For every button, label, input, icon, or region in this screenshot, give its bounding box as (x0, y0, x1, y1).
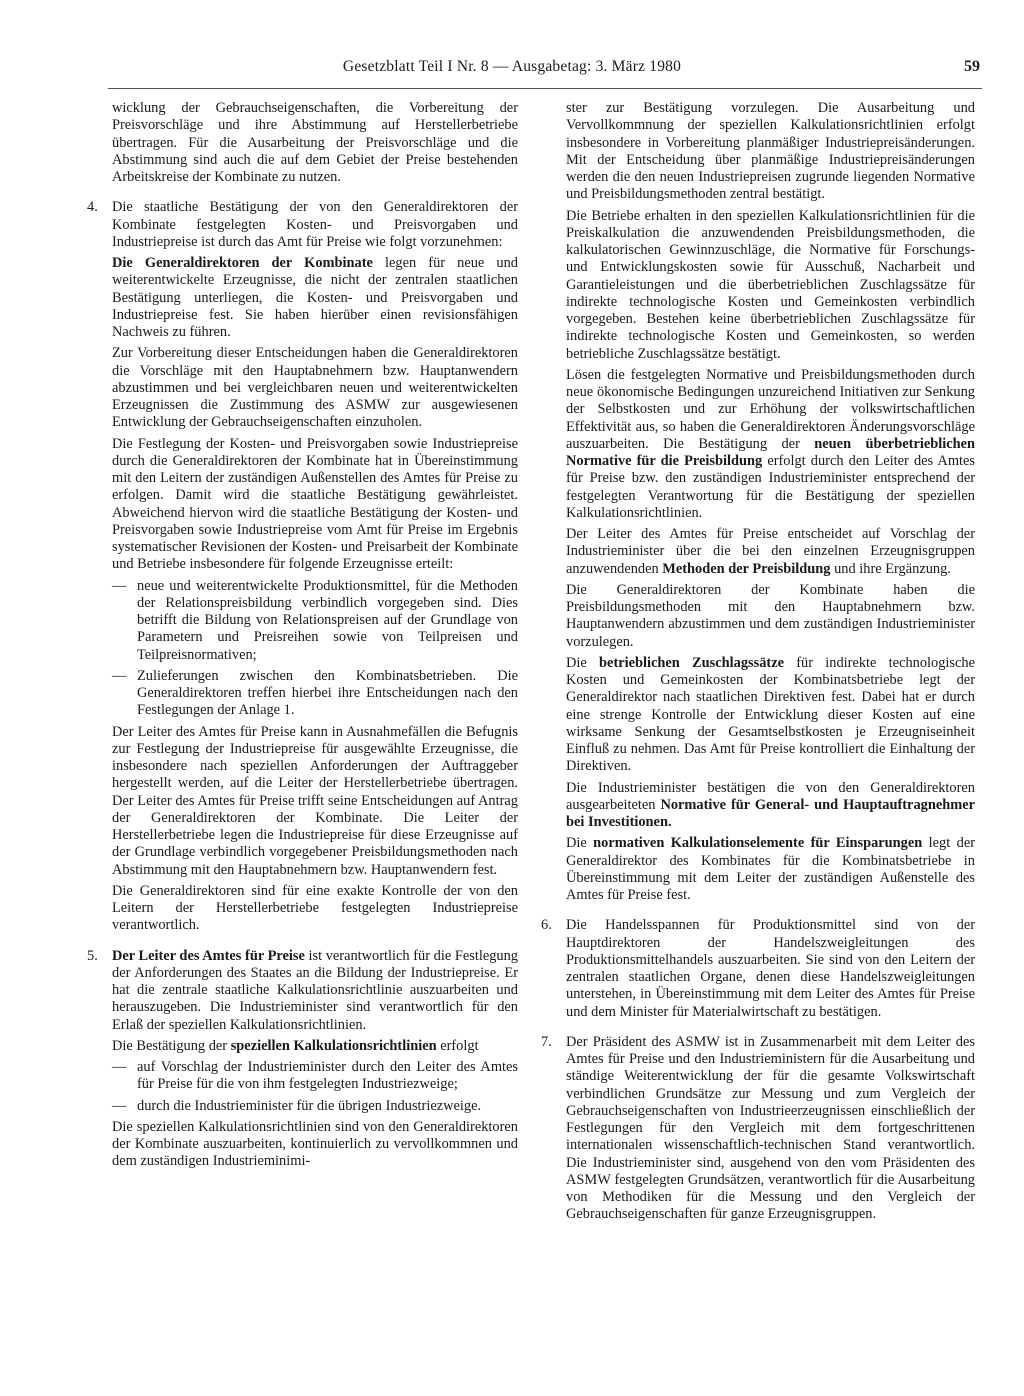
header-rule (108, 88, 982, 89)
paragraph: Lösen die festgelegten Normative und Preisbildungsmethoden durch neue ökonomische Bedingungen unzureichend Initiativen zur Senkung der Selbstkosten und zur Erhöhung der volkswirtschaftlichen Effektivität aus, so haben die Generaldirektoren Änderungsvorschläge auszuarbeiten. Die Bestätigung der neuen überbetrieblichen Normative für die Preisbildung erfolgt durch den Leiter des Amtes für Preise bzw. den zuständigen Industrieminister entsprechend der festgelegten Verantwortung für die Bestätigung der speziellen Kalkulationsrichtlinien. (566, 366, 976, 521)
bold-term: Methoden der Preisbildung (662, 560, 831, 577)
list-item: — neue und weiterentwickelte Produktionsmittel, für die Methoden der Relationspreisbildung verbindlich vorgegeben sind. Dies betrifft die Bildung von Relationspreisen auf der Grundlage von Parametern und Preisreihen sowie von Teilpreisen und Teilpreisnormativen; (112, 577, 518, 663)
bold-term: speziellen Kalkulationsrichtlinien (230, 1037, 437, 1054)
paragraph: Die Handelsspannen für Produktionsmittel sind von der Hauptdirektoren der Handelszweigleitungen des Produktionsmittelhandels auszuarbeiten. Sie sind von den Leitern der zentralen staatlichen Organe, denen diese Handelszweigleitungen unterstehen, in Übereinstimmung mit dem Leiter des Amtes für Preise und dem Minister für Materialwirtschaft zu bestätigen. (566, 917, 975, 1020)
paragraph-continued: ster zur Bestätigung vorzulegen. Die Ausarbeitung und Vervollkommnung der speziellen Kalkulationsrichtlinien erfolgt insbesondere in Vorbereitung planmäßiger Industriepreisänderungen. Mit der Entscheidung über planmäßige Industriepreisänderungen werden die den neuen Industriepreisen zugrunde liegenden Normative und Preisbildungsmethoden zentral bestätigt. (566, 100, 975, 203)
section-4 (87, 199, 518, 934)
bold-term: neuen überbetrieblichen Normative für die Preisbildung (566, 435, 976, 469)
paragraph: Die speziellen Kalkulationsrichtlinien sind von den Generaldirektoren der Kombinate auszuarbeiten, kontinuierlich zu vervollkommnen und dem zuständigen Industrieminimi- (112, 1118, 518, 1170)
paragraph: Die Festlegung der Kosten- und Preisvorgaben sowie Industriepreise durch die Generaldirektoren der Kombinate hat in Übereinstimmung mit den Leitern der zuständigen Außenstellen des Amtes für Preise zu erfolgen. Damit wird die staatliche Bestätigung gewährleistet. Abweichend hiervon wird die staatliche Bestätigung der Kosten- und Preisvorgaben sowie Industriepreise vom Amt für Preise im Ergebnis systematischer Revisionen der Kosten- und Preisarbeit der Kombinate und Betriebe insbesondere für folgende Erzeugnisse erteilt: (112, 435, 518, 573)
paragraph: Der Präsident des ASMW ist in Zusammenarbeit mit dem Leiter des Amtes für Preise und den Industrieministern für die Ausarbeitung und ständige Weiterentwicklung der für die gesamte Volkswirtschaft verbindlichen Grundsätze zur Messung und zum Vergleich der Gebrauchseigenschaften von Industrieerzeugnissen einschließlich der Festlegungen für den Vergleich mit dem fortgeschrittenen internationalen wissenschaftlich-technischen Stand verantwortlich. Die Industrieminister sind, ausgehend von den vom Präsidenten des ASMW festgelegten Grundsätzen, verantwortlich für die Ausarbeitung von Methodiken für die Messung und den Vergleich der Gebrauchseigenschaften für ganze Erzeugnisgruppen. (566, 1033, 975, 1223)
section-6 (541, 917, 975, 1021)
paragraph: Die Generaldirektoren der Kombinate legen für neue und weiterentwickelte Erzeugnisse, die nicht der zentralen staatlichen Bestätigung unterliegen, die Kosten- und Preisvorgaben und Industriepreise fest. Sie haben hierüber einen revisionsfähigen Nachweis zu führen. (112, 255, 518, 340)
section-number: 5. (87, 947, 98, 964)
paragraph-continued: wicklung der Gebrauchseigenschaften, die Vorbereitung der Preisvorschläge und ihre Abstimmung auf Herstellerbetriebe übertragen. Für die Ausarbeitung der Preisvorschläge und die Abstimmung sind auch die auf dem Gebiet der Preise bestehenden Arbeitskreise der Kombinate zu nutzen. (112, 100, 518, 185)
paragraph: Die normativen Kalkulationselemente für Einsparungen legt der Generaldirektor des Kombinates für die Kombinatsbetriebe in Übereinstimmung mit dem Leiter der zuständigen Außenstelle des Amtes für Preise fest. (566, 835, 975, 903)
section-number: 4. (87, 199, 98, 216)
paragraph: Zur Vorbereitung dieser Entscheidungen haben die Generaldirektoren die Vorschläge mit den Hauptabnehmern bzw. Hauptanwendern abzustimmen und bei vergleichbaren neuen und weiterentwickelten Erzeugnissen die Zustimmung des ASMW zur ausgewiesenen Entwicklung der Gebrauchseigenschaften einzuholen. (112, 345, 518, 431)
bold-term: Die Generaldirektoren der Kombinate (112, 255, 373, 271)
right-column (541, 100, 976, 1228)
paragraph: Die Generaldirektoren der Kombinate haben die Preisbildungsmethoden mit den Hauptabnehmern bzw. Hauptanwendern abzustimmen und dem zuständigen Industrieminister vorzulegen. (566, 581, 975, 650)
section-number: 6. (541, 917, 552, 934)
bold-term: Der Leiter des Amtes für Preise (112, 947, 305, 964)
paragraph: Die staatliche Bestätigung der von den Generaldirektoren der Kombinate festgelegten Kosten- und Preisvorgaben und Industriepreise ist durch das Amt für Preise wie folgt vorzunehmen: (112, 199, 518, 250)
page-number: 59 (964, 58, 980, 75)
dash-bullet: — (112, 667, 127, 684)
bold-term: Normative für General- und Hauptauftragnehmer bei Investitionen. (566, 796, 975, 830)
section-5 (87, 947, 518, 1171)
bold-term: betrieblichen Zuschlagssätze (599, 654, 784, 671)
list-item: — auf Vorschlag der Industrieminister durch den Leiter des Amtes für Preise für die von ihm festgelegten Industriezweige; (112, 1059, 518, 1093)
paragraph: Die Industrieminister bestätigen die von den Generaldirektoren ausgearbeiteten Normative für General- und Hauptauftragnehmer bei Investitionen. (566, 779, 975, 830)
section-number: 7. (541, 1033, 552, 1050)
paragraph: Der Leiter des Amtes für Preise ist verantwortlich für die Festlegung der Anforderungen des Staates an die Bildung der Industriepreise. Er hat die zentrale staatliche Kalkulationsrichtlinie auszuarbeiten und herauszugeben. Die Industrieminister sind verantwortlich für den Erlaß der speziellen Kalkulationsrichtlinien. (112, 947, 518, 1033)
paragraph: Die Generaldirektoren sind für eine exakte Kontrolle der von den Leitern der Herstellerbetriebe festgelegten Industriepreise verantwortlich. (112, 882, 518, 934)
section-7 (541, 1033, 975, 1224)
page-header (0, 58, 1024, 82)
paragraph: Die Bestätigung der speziellen Kalkulationsrichtlinien erfolgt (112, 1037, 479, 1054)
paragraph: Die betrieblichen Zuschlagssätze für indirekte technologische Kosten und Gemeinkosten der Kombinatsbetriebe legt der Generaldirektor nach staatlichen Direktiven fest. Dabei hat er durch eine strenge Kontrolle der Entwicklung dieser Kosten auf eine wirksame Senkung der Gesamtselbstkosten je Erzeugniseinheit Einfluß zu nehmen. Das Amt für Preise kontrolliert die Einhaltung der Direktiven. (566, 654, 975, 775)
list-item: — Zulieferungen zwischen den Kombinatsbetrieben. Die Generaldirektoren treffen hierbei ihre Entscheidungen nach den Festlegungen der Anlage 1. (112, 667, 518, 719)
paragraph: Die Betriebe erhalten in den speziellen Kalkulationsrichtlinien für die Preiskalkulation die anzuwendenden Preisbildungsmethoden, die kalkulatorischen Gewinnzuschläge, die Normative für Forschungs- und Entwicklungskosten sowie für Ausschuß, Nacharbeit und Garantieleistungen und die überbetrieblichen Zuschlagssätze für indirekte technologische Kosten und Gemeinkosten verbindlich vorgegeben. Bestehen keine überbetrieblichen Zuschlagssätze für indirekte technologische Kosten und Gemeinkosten, so werden betriebliche Zuschlagssätze bestätigt. (566, 207, 975, 362)
list-item: — durch die Industrieminister für die übrigen Industriezweige. (112, 1097, 482, 1114)
paragraph: Der Leiter des Amtes für Preise kann in Ausnahmefällen die Befugnis zur Festlegung der Industriepreise für ausgewählte Erzeugnisse, die insbesondere nach speziellen Anforderungen der Auftraggeber hergestellt werden, auf die Leiter der Herstellerbetriebe übertragen. Der Leiter des Amtes für Preise trifft seine Entscheidungen auf Antrag der Generaldirektoren der Kombinate. Die Leiter der Herstellerbetriebe legen die Industriepreise für diese Erzeugnisse auf der Grundlage verbindlich vorgegebener Preisbildungsmethoden nach Abstimmung mit den Hauptabnehmern bzw. Hauptanwendern fest. (112, 723, 518, 878)
left-column (87, 100, 518, 1175)
gazette-header-title: Gesetzblatt Teil I Nr. 8 — Ausgabetag: 3. März 1980 (342, 58, 682, 75)
dash-bullet: — (112, 1059, 127, 1075)
dash-bullet: — (112, 1097, 127, 1114)
bold-term: normativen Kalkulationselemente für Einsparungen (593, 835, 923, 852)
dash-bullet: — (112, 577, 127, 594)
paragraph: Der Leiter des Amtes für Preise entscheidet auf Vorschlag der Industrieminister über die bei den einzelnen Erzeugnisgruppen anzuwendenden Methoden der Preisbildung und ihre Ergänzung. (566, 526, 975, 577)
